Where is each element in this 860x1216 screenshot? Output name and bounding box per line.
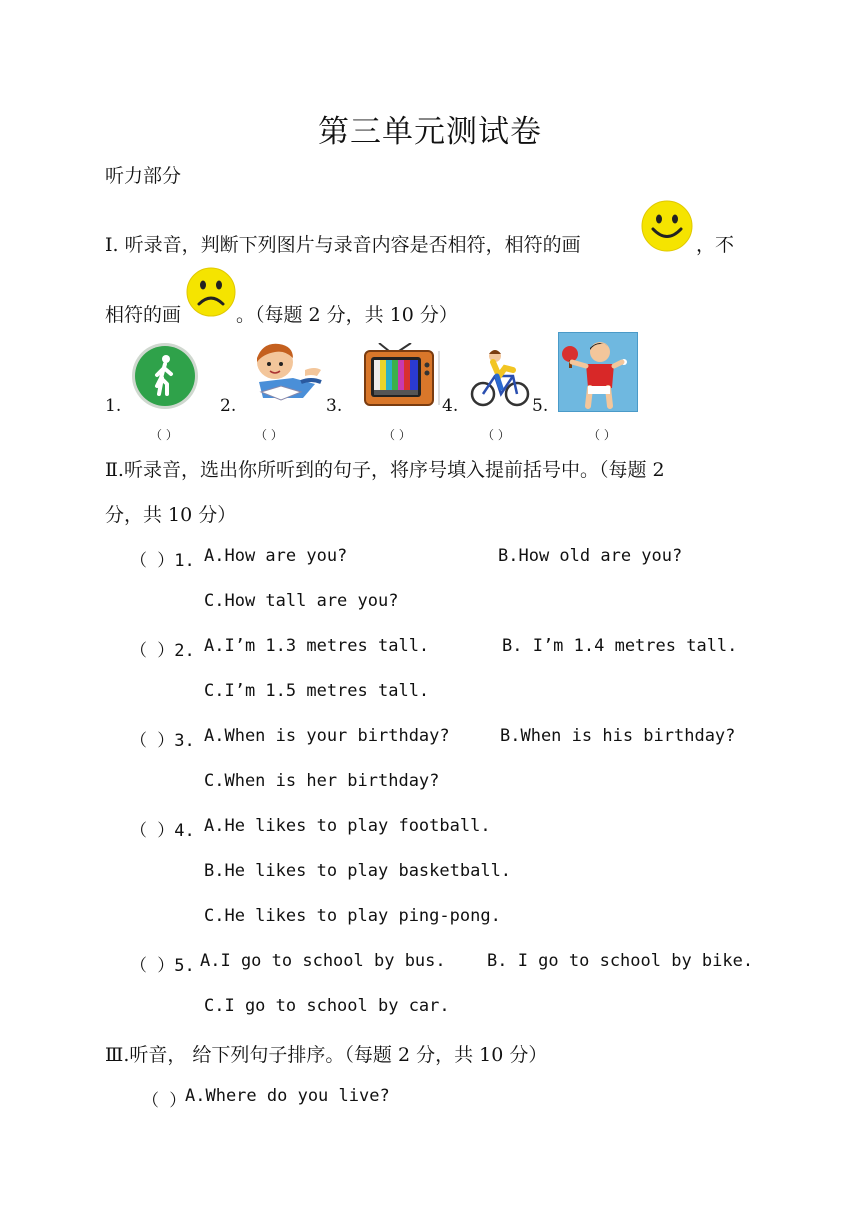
option-c: C.I’m 1.5 metres tall. (204, 681, 430, 701)
part3-instruction: Ⅲ.听音， 给下列句子排序。（每题 2 分，共 10 分） (105, 1044, 548, 1066)
bicycle-rider-icon (469, 346, 531, 410)
option-c: C.He likes to play ping-pong. (204, 906, 501, 926)
walk-sign-icon (131, 342, 199, 410)
smiley-face-icon (640, 200, 694, 252)
option-a: A.He likes to play football. (204, 816, 491, 836)
sad-face-icon (185, 266, 237, 318)
option-c: C.How tall are you? (204, 591, 399, 611)
option-a: A.When is your birthday? (204, 726, 450, 746)
reading-boy-icon (245, 340, 325, 410)
part1-instruction-d: 。（每题 2 分，共 10 分） (236, 304, 458, 326)
option-c: C.I go to school by car. (204, 996, 450, 1016)
option-c: C.When is her birthday? (204, 771, 440, 791)
option-b: B.How old are you? (498, 546, 683, 566)
answer-bracket[interactable]: （ ） (588, 428, 616, 442)
part1-instruction-b: ，不 (696, 234, 735, 256)
item-number: 5. (532, 396, 549, 416)
part1-instruction-c: 相符的画 (105, 304, 182, 326)
option-b: B.He likes to play basketball. (204, 861, 512, 881)
television-icon (353, 343, 441, 411)
part2-instruction-a: Ⅱ.听录音，选出你所听到的句子，将序号填入提前括号中。（每题 2 (105, 459, 665, 481)
option-b: B.When is his birthday? (500, 726, 736, 746)
answer-bracket[interactable]: （ ） (255, 428, 283, 442)
item-number: 1. (105, 396, 122, 416)
question-lead[interactable]: （ ）3. (130, 731, 195, 751)
option-a: A.I go to school by bus. (200, 951, 446, 971)
part2-instruction-b: 分，共 10 分） (105, 504, 237, 526)
ping-pong-player-icon (558, 332, 638, 412)
question-lead[interactable]: （ ）5. (130, 956, 195, 976)
answer-bracket[interactable]: （ ） (383, 428, 411, 442)
question-lead[interactable]: （ ）2. (130, 641, 195, 661)
part1-instruction-a: Ⅰ. 听录音，判断下列图片与录音内容是否相符，相符的画 (105, 234, 581, 256)
option-a: A.I’m 1.3 metres tall. (204, 636, 430, 656)
option-a: A.How are you? (204, 546, 348, 566)
question-lead[interactable]: （ ）4. (130, 821, 195, 841)
item-number: 2. (220, 396, 237, 416)
option-b: B. I go to school by bike. (487, 951, 754, 971)
section-label: 听力部分 (105, 165, 182, 187)
item-number: 4. (442, 396, 459, 416)
answer-bracket[interactable]: （ ） (150, 428, 178, 442)
item-number: 3. (326, 396, 343, 416)
sentence-item: A.Where do you live? (185, 1086, 390, 1106)
question-lead[interactable]: （ ）1. (130, 551, 195, 571)
answer-bracket[interactable]: （ ） (482, 428, 510, 442)
question-lead[interactable]: （ ） (142, 1091, 187, 1111)
page-title: 第三单元测试卷 (318, 114, 542, 150)
option-b: B. I’m 1.4 metres tall. (502, 636, 738, 656)
